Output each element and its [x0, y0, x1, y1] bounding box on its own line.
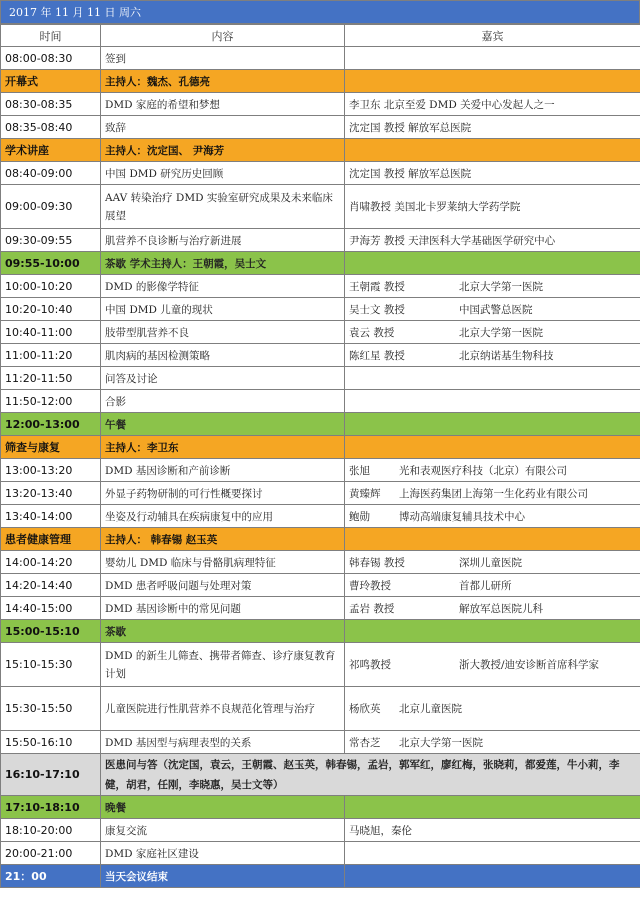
row-guest	[345, 413, 640, 436]
row-content: 茶歇 学术主持人：王朝霞，吴士文	[101, 252, 345, 275]
row-guest	[345, 390, 640, 413]
row-guest: 肖啸教授 美国北卡罗莱纳大学药学院	[345, 185, 640, 229]
row-guest	[345, 275, 640, 298]
row-time: 11:50-12:00	[1, 390, 101, 413]
schedule-row	[1, 70, 640, 93]
row-time: 15:10-15:30	[1, 643, 101, 687]
row-time: 21：00	[1, 865, 101, 888]
row-guest	[345, 252, 640, 275]
row-time: 筛查与康复	[1, 436, 101, 459]
row-time: 18:10-20:00	[1, 819, 101, 842]
row-content: DMD 基因诊断中的常见问题	[101, 597, 345, 620]
row-guest	[345, 459, 640, 482]
schedule-row	[1, 139, 640, 162]
row-time: 14:20-14:40	[1, 574, 101, 597]
schedule-row	[1, 574, 640, 597]
schedule-row	[1, 162, 640, 185]
guest-org: 博动高端康复辅具技术中心	[399, 510, 525, 523]
schedule-row	[1, 116, 640, 139]
row-content: DMD 的影像学特征	[101, 275, 345, 298]
row-content: 中国 DMD 儿童的现状	[101, 298, 345, 321]
row-guest: 沈定国 教授 解放军总医院	[345, 116, 640, 139]
row-guest	[345, 528, 640, 551]
row-guest	[345, 482, 640, 505]
date-bar: 2017 年 11 月 11 日 周六	[0, 0, 640, 24]
guest-org: 北京大学第一医院	[459, 280, 543, 293]
schedule-row	[1, 551, 640, 574]
row-time: 09:55-10:00	[1, 252, 101, 275]
row-guest	[345, 139, 640, 162]
row-guest: 马晓旭，秦伦	[345, 819, 640, 842]
schedule-table	[0, 24, 640, 888]
row-guest	[345, 731, 640, 754]
schedule-row	[1, 344, 640, 367]
schedule-row	[1, 482, 640, 505]
row-content: 婴幼儿 DMD 临床与骨骼肌病理特征	[101, 551, 345, 574]
row-time: 12:00-13:00	[1, 413, 101, 436]
guest-name: 黄臻辉	[349, 487, 381, 500]
guest-org: 北京大学第一医院	[399, 736, 483, 749]
row-guest	[345, 643, 640, 687]
schedule-row	[1, 754, 640, 796]
schedule-row	[1, 643, 640, 687]
schedule-row	[1, 687, 640, 731]
row-guest	[345, 842, 640, 865]
schedule-row	[1, 185, 640, 229]
row-guest	[345, 597, 640, 620]
row-time: 09:30-09:55	[1, 229, 101, 252]
row-content: 肌营养不良诊断与治疗新进展	[101, 229, 345, 252]
row-guest	[345, 687, 640, 731]
guest-org: 首都儿研所	[459, 579, 512, 592]
row-content: 主持人：魏杰、孔德亮	[101, 70, 345, 93]
guest-org: 中国武警总医院	[459, 303, 533, 316]
row-time: 08:30-08:35	[1, 93, 101, 116]
row-time: 16:10-17:10	[1, 754, 101, 796]
guest-name: 曹玲教授	[349, 579, 391, 592]
schedule-row	[1, 528, 640, 551]
row-content: 主持人：沈定国、 尹海芳	[101, 139, 345, 162]
guest-name: 韩春锡 教授	[349, 556, 405, 569]
row-time: 10:40-11:00	[1, 321, 101, 344]
schedule-row	[1, 321, 640, 344]
row-time: 09:00-09:30	[1, 185, 101, 229]
row-content: 茶歇	[101, 620, 345, 643]
row-content: DMD 基因诊断和产前诊断	[101, 459, 345, 482]
row-time: 开幕式	[1, 70, 101, 93]
row-content: 外显子药物研制的可行性概要探讨	[101, 482, 345, 505]
schedule-row	[1, 275, 640, 298]
schedule-row	[1, 620, 640, 643]
row-guest	[345, 344, 640, 367]
row-time: 15:30-15:50	[1, 687, 101, 731]
row-content: DMD 家庭社区建设	[101, 842, 345, 865]
row-content: 肌肉病的基因检测策略	[101, 344, 345, 367]
row-time: 08:00-08:30	[1, 47, 101, 70]
row-content: 儿童医院进行性肌营养不良规范化管理与治疗	[101, 687, 345, 731]
row-content: 康复交流	[101, 819, 345, 842]
guest-org: 北京大学第一医院	[459, 326, 543, 339]
header-time: 时间	[1, 25, 101, 47]
row-guest	[345, 620, 640, 643]
schedule-row	[1, 865, 640, 888]
row-time: 15:00-15:10	[1, 620, 101, 643]
row-time: 20:00-21:00	[1, 842, 101, 865]
row-time: 14:00-14:20	[1, 551, 101, 574]
row-content: 当天会议结束	[101, 865, 345, 888]
guest-org: 浙大教授/迪安诊断首席科学家	[459, 659, 600, 671]
row-guest	[345, 321, 640, 344]
guest-name: 袁云 教授	[349, 326, 395, 339]
row-time: 15:50-16:10	[1, 731, 101, 754]
schedule-row	[1, 229, 640, 252]
schedule-row	[1, 367, 640, 390]
schedule-row	[1, 597, 640, 620]
row-guest	[345, 865, 640, 888]
guest-name: 吴士文 教授	[349, 303, 405, 316]
schedule-row	[1, 413, 640, 436]
guest-org: 上海医药集团上海第一生化药业有限公司	[399, 487, 588, 500]
row-content: DMD 的新生儿筛查、携带者筛查、诊疗康复教育计划	[101, 643, 345, 687]
guest-name: 陈红星 教授	[349, 349, 405, 362]
guest-name: 张旭	[349, 464, 370, 477]
row-content: 午餐	[101, 413, 345, 436]
guest-org: 光和表观医疗科技（北京）有限公司	[399, 464, 567, 477]
row-guest	[345, 436, 640, 459]
row-content: 中国 DMD 研究历史回顾	[101, 162, 345, 185]
guest-name: 王朝霞 教授	[349, 280, 405, 293]
row-time: 13:00-13:20	[1, 459, 101, 482]
row-content: DMD 家庭的希望和梦想	[101, 93, 345, 116]
row-content: 晚餐	[101, 796, 345, 819]
row-time: 患者健康管理	[1, 528, 101, 551]
row-time: 13:20-13:40	[1, 482, 101, 505]
row-guest	[345, 298, 640, 321]
guest-name: 祁鸣教授	[349, 659, 391, 671]
row-time: 10:20-10:40	[1, 298, 101, 321]
schedule-row	[1, 298, 640, 321]
schedule-row	[1, 505, 640, 528]
row-content: 致辞	[101, 116, 345, 139]
row-guest	[345, 367, 640, 390]
schedule-row	[1, 842, 640, 865]
row-guest: 沈定国 教授 解放军总医院	[345, 162, 640, 185]
schedule-row	[1, 390, 640, 413]
row-time: 13:40-14:00	[1, 505, 101, 528]
row-time: 10:00-10:20	[1, 275, 101, 298]
row-content: 合影	[101, 390, 345, 413]
row-content: 主持人： 韩春锡 赵玉英	[101, 528, 345, 551]
schedule-row	[1, 731, 640, 754]
row-content: 肢带型肌营养不良	[101, 321, 345, 344]
schedule-row	[1, 459, 640, 482]
row-time: 08:35-08:40	[1, 116, 101, 139]
row-guest	[345, 796, 640, 819]
header-content: 内容	[101, 25, 345, 47]
row-time: 17:10-18:10	[1, 796, 101, 819]
row-guest: 尹海芳 教授 天津医科大学基础医学研究中心	[345, 229, 640, 252]
row-guest	[345, 47, 640, 70]
schedule-row	[1, 47, 640, 70]
header-row	[1, 25, 640, 47]
row-time: 11:00-11:20	[1, 344, 101, 367]
guest-org: 解放军总医院儿科	[459, 602, 543, 615]
row-guest	[345, 70, 640, 93]
header-guest: 嘉宾	[345, 25, 640, 47]
row-guest	[345, 574, 640, 597]
row-content: 坐姿及行动辅具在疾病康复中的应用	[101, 505, 345, 528]
guest-org: 深圳儿童医院	[459, 556, 522, 569]
guest-name: 鲍勋	[349, 510, 370, 523]
row-content: 主持人：李卫东	[101, 436, 345, 459]
row-content: DMD 基因型与病理表型的关系	[101, 731, 345, 754]
row-guest	[345, 505, 640, 528]
row-content: 问答及讨论	[101, 367, 345, 390]
guest-org: 北京纳诺基生物科技	[459, 349, 554, 362]
schedule-row	[1, 796, 640, 819]
row-time: 学术讲座	[1, 139, 101, 162]
row-time: 08:40-09:00	[1, 162, 101, 185]
row-guest: 李卫东 北京至爱 DMD 关爱中心发起人之一	[345, 93, 640, 116]
schedule-row	[1, 436, 640, 459]
guest-name: 孟岩 教授	[349, 602, 395, 615]
schedule-row	[1, 819, 640, 842]
guest-name: 常杏芝	[349, 736, 381, 749]
schedule-row	[1, 252, 640, 275]
row-content: 签到	[101, 47, 345, 70]
row-content: DMD 患者呼吸问题与处理对策	[101, 574, 345, 597]
row-time: 14:40-15:00	[1, 597, 101, 620]
guest-org: 北京儿童医院	[399, 703, 462, 715]
guest-name: 杨欣英	[349, 703, 381, 715]
row-content: AAV 转染治疗 DMD 实验室研究成果及未来临床展望	[101, 185, 345, 229]
row-guest	[345, 551, 640, 574]
row-time: 11:20-11:50	[1, 367, 101, 390]
schedule-row	[1, 93, 640, 116]
row-content: 医患问与答（沈定国，袁云，王朝霞、赵玉英，韩春锡，孟岩，郭军红，廖红梅，张晓莉，都爱莲，牛小莉，李健，胡君，任刚，李晓惠，吴士文等）	[101, 754, 640, 796]
